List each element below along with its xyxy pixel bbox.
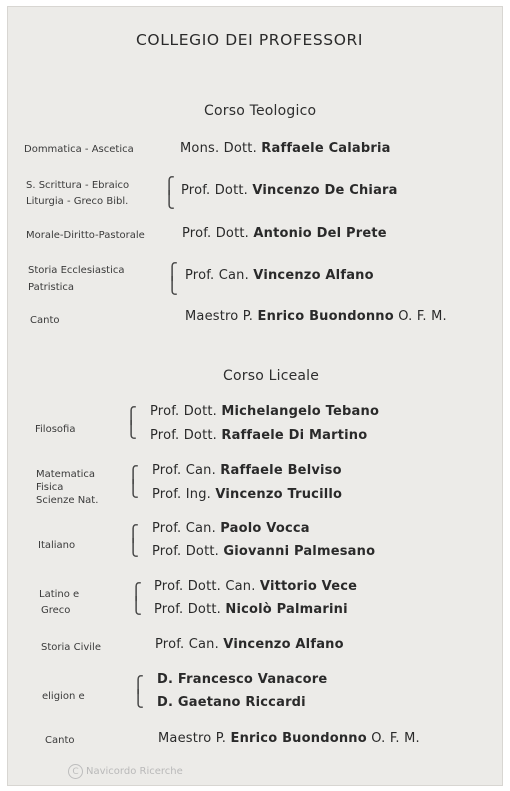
- professor-name: Vincenzo Alfano: [223, 637, 344, 652]
- subject-label: Canto: [45, 735, 75, 746]
- subject-label: Storia Civile: [41, 642, 101, 653]
- subject-label: Liturgia - Greco Bibl.: [26, 196, 129, 207]
- professor-entry: [152, 521, 310, 536]
- subject-label: Dommatica - Ascetica: [24, 144, 134, 155]
- document-page: [8, 7, 502, 785]
- bracket-divider: ⎧ ⎩: [127, 465, 139, 498]
- bracket-divider: ⎧ ⎩: [125, 406, 137, 439]
- subject-label: Storia Ecclesiastica: [28, 265, 125, 276]
- bracket-divider: ⎧ ⎩: [130, 582, 142, 615]
- professor-name: Michelangelo Tebano: [221, 404, 380, 419]
- professor-entry: [157, 672, 327, 687]
- professor-entry: [180, 141, 391, 156]
- subject-label: Patristica: [28, 282, 75, 293]
- professor-title: Prof. Can.: [155, 637, 219, 652]
- professor-title: Maestro P.: [158, 731, 227, 746]
- bracket-divider: ⎧ ⎩: [127, 524, 139, 557]
- professor-name: D. Gaetano Riccardi: [157, 695, 306, 710]
- professor-entry: [155, 637, 344, 652]
- professor-name: Enrico Buondonno: [257, 309, 394, 324]
- professor-title: Prof. Dott.: [150, 428, 218, 443]
- professor-entry: [185, 268, 374, 283]
- professor-entry: [181, 183, 398, 198]
- professor-entry: [152, 463, 342, 478]
- professor-entry: [150, 404, 379, 419]
- section-heading-teologico: Corso Teologico: [204, 103, 317, 119]
- professor-entry: [152, 487, 342, 502]
- professor-name: Vincenzo Alfano: [253, 268, 374, 283]
- professor-name: Antonio Del Prete: [253, 226, 387, 241]
- professor-entry: [157, 695, 306, 710]
- professor-entry: [154, 579, 357, 594]
- subject-label: Greco: [41, 605, 71, 616]
- subject-label: eligion e: [42, 691, 85, 702]
- professor-entry: [158, 731, 420, 746]
- watermark: [68, 764, 183, 779]
- watermark-text: Navicordo Ricerche: [86, 766, 183, 777]
- bracket-divider: ⎧ ⎩: [132, 675, 144, 708]
- professor-name: Raffaele Belviso: [220, 463, 342, 478]
- professor-title: Prof. Can.: [152, 463, 216, 478]
- subject-label: Scienze Nat.: [36, 495, 99, 506]
- subject-label: S. Scrittura - Ebraico: [26, 180, 130, 191]
- professor-entry: [182, 226, 387, 241]
- professor-title: Prof. Dott. Can.: [154, 579, 256, 594]
- subject-label: Filosofia: [35, 424, 76, 435]
- professor-name: Paolo Vocca: [220, 521, 310, 536]
- professor-name: Vincenzo De Chiara: [252, 183, 398, 198]
- bracket-divider: ⎧ ⎩: [163, 176, 175, 209]
- professor-title: Prof. Dott.: [181, 183, 249, 198]
- order-suffix: O. F. M.: [398, 309, 447, 324]
- professor-title: Prof. Dott.: [154, 602, 222, 617]
- professor-title: Prof. Dott.: [182, 226, 250, 241]
- subject-label: Canto: [30, 315, 60, 326]
- professor-name: D. Francesco Vanacore: [157, 672, 328, 687]
- professor-name: Nicolò Palmarini: [225, 602, 348, 617]
- order-suffix: O. F. M.: [371, 731, 420, 746]
- page-title: COLLEGIO DEI PROFESSORI: [136, 31, 364, 49]
- professor-name: Vincenzo Trucillo: [215, 487, 343, 502]
- professor-name: Vittorio Vece: [259, 579, 358, 594]
- professor-name: Raffaele Di Martino: [221, 428, 368, 443]
- professor-name: Enrico Buondonno: [230, 731, 367, 746]
- subject-label: Italiano: [38, 540, 76, 551]
- professor-title: Maestro P.: [185, 309, 254, 324]
- professor-title: Prof. Can.: [185, 268, 249, 283]
- professor-title: Prof. Can.: [152, 521, 216, 536]
- professor-name: Raffaele Calabria: [261, 141, 391, 156]
- subject-label: Latino e: [39, 589, 80, 600]
- subject-label: Fisica: [36, 482, 64, 493]
- professor-entry: [152, 544, 375, 559]
- professor-entry: [150, 428, 367, 443]
- copyright-icon: C: [68, 764, 83, 779]
- bracket-divider: ⎧ ⎩: [166, 262, 178, 295]
- professor-title: Prof. Ing.: [152, 487, 211, 502]
- professor-entry: [185, 309, 447, 324]
- professor-title: Prof. Dott.: [152, 544, 220, 559]
- professor-title: Mons. Dott.: [180, 141, 257, 156]
- subject-label: Matematica: [36, 469, 96, 480]
- professor-name: Giovanni Palmesano: [223, 544, 376, 559]
- section-heading-liceale: Corso Liceale: [223, 368, 320, 384]
- professor-entry: [154, 602, 348, 617]
- subject-label: Morale-Diritto-Pastorale: [26, 230, 145, 241]
- professor-title: Prof. Dott.: [150, 404, 218, 419]
